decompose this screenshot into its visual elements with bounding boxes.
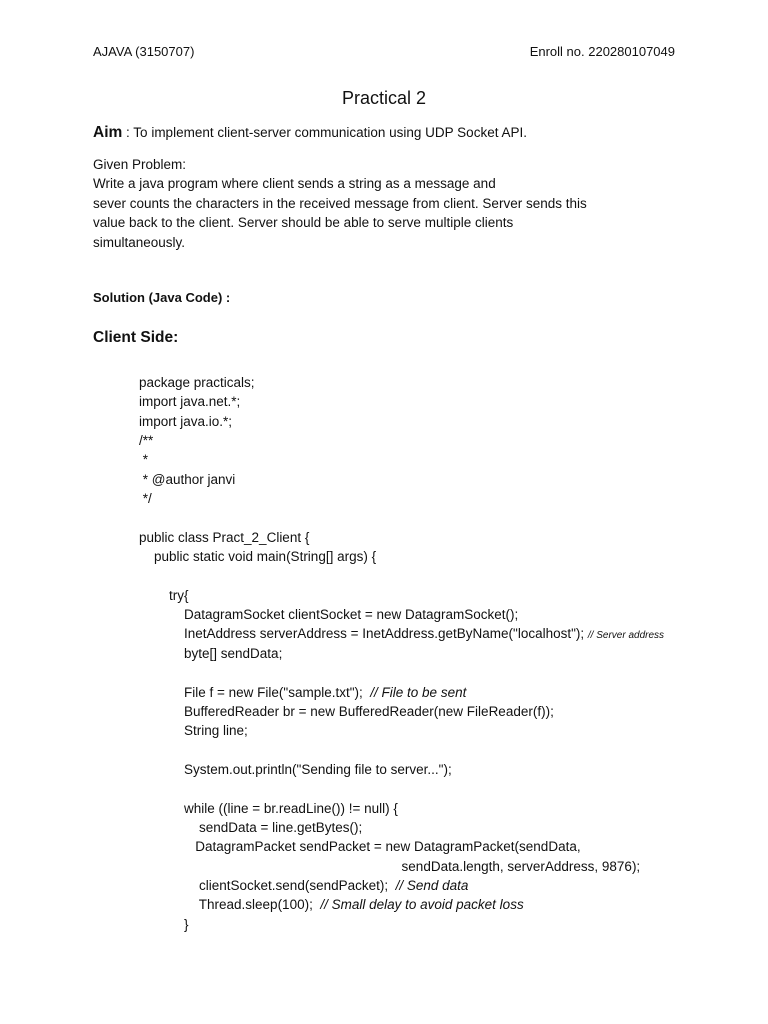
code-text: } bbox=[139, 916, 189, 932]
client-side-heading: Client Side: bbox=[93, 329, 179, 346]
problem-line: value back to the client. Server should be able to serve multiple clients bbox=[93, 215, 514, 231]
code-line bbox=[139, 644, 664, 663]
code-comment: // Send data bbox=[395, 877, 469, 893]
code-line bbox=[139, 741, 664, 760]
code-text: */ bbox=[139, 491, 152, 507]
code-text: package practicals; bbox=[139, 375, 255, 390]
code-line bbox=[139, 857, 664, 876]
code-text: sendData = line.getBytes(); bbox=[139, 819, 363, 835]
code-line bbox=[139, 586, 664, 605]
code-text: try{ bbox=[139, 587, 189, 603]
code-line bbox=[139, 818, 664, 837]
solution-heading: Solution (Java Code) : bbox=[93, 290, 231, 305]
code-line bbox=[139, 605, 664, 624]
code-text: Thread.sleep(100); bbox=[139, 897, 321, 913]
code-text: InetAddress serverAddress = InetAddress.getByName("localhost"); bbox=[139, 626, 588, 642]
code-text: File f = new File("sample.txt"); bbox=[139, 684, 371, 700]
code-text: /** bbox=[139, 433, 154, 449]
problem-line: Write a java program where client sends a string as a message and bbox=[93, 176, 496, 192]
code-line bbox=[139, 663, 664, 682]
practical-title: Practical 2 bbox=[341, 88, 427, 108]
code-line bbox=[139, 721, 664, 740]
code-text: DatagramSocket clientSocket = new DatagramSocket(); bbox=[139, 607, 519, 623]
problem-statement bbox=[93, 155, 653, 252]
code-comment: // Server address bbox=[587, 630, 665, 642]
code-line bbox=[139, 702, 664, 721]
code-line bbox=[139, 450, 664, 469]
code-line bbox=[139, 760, 664, 779]
code-line bbox=[139, 373, 664, 392]
code-line bbox=[139, 470, 664, 489]
code-line bbox=[139, 624, 664, 643]
problem-line: simultaneously. bbox=[93, 234, 186, 250]
code-line bbox=[139, 683, 664, 702]
code-line bbox=[139, 779, 664, 798]
course-code: AJAVA (3150707) bbox=[93, 44, 195, 59]
code-line bbox=[139, 431, 664, 450]
code-line bbox=[139, 837, 664, 856]
code-line bbox=[139, 876, 664, 895]
code-line bbox=[139, 528, 664, 547]
code-comment: // Small delay to avoid packet loss bbox=[320, 897, 524, 913]
code-text: import java.io.*; bbox=[139, 413, 233, 429]
code-text: sendData.length, serverAddress, 9876); bbox=[139, 858, 641, 874]
code-text: byte[] sendData; bbox=[139, 645, 283, 661]
code-text: BufferedReader br = new BufferedReader(new FileReader(f)); bbox=[139, 703, 554, 719]
code-line bbox=[139, 412, 664, 431]
code-text: public static void main(String[] args) { bbox=[139, 549, 377, 565]
code-line bbox=[139, 508, 664, 527]
code-line bbox=[139, 799, 664, 818]
code-line bbox=[139, 392, 664, 411]
code-text: * bbox=[139, 452, 149, 468]
code-comment: // File to be sent bbox=[370, 684, 467, 700]
code-line bbox=[139, 915, 664, 934]
code-block bbox=[139, 373, 664, 934]
code-text: * @author janvi bbox=[139, 471, 236, 487]
code-line bbox=[139, 547, 664, 566]
code-text: String line; bbox=[139, 723, 248, 739]
code-line bbox=[139, 489, 664, 508]
code-text: System.out.println("Sending file to server..."); bbox=[139, 761, 452, 777]
aim-text: : To implement client-server communication using UDP Socket API. bbox=[122, 125, 527, 140]
code-text: import java.net.*; bbox=[139, 394, 241, 410]
aim-statement bbox=[93, 124, 527, 142]
problem-heading: Given Problem: bbox=[93, 157, 187, 172]
code-text: clientSocket.send(sendPacket); bbox=[139, 877, 396, 893]
code-line bbox=[139, 566, 664, 585]
code-text: DatagramPacket sendPacket = new DatagramPacket(sendData, bbox=[139, 839, 581, 855]
code-line bbox=[139, 895, 664, 914]
code-text: while ((line = br.readLine()) != null) { bbox=[139, 800, 398, 816]
code-text: public class Pract_2_Client { bbox=[139, 529, 310, 545]
problem-line: sever counts the characters in the received message from client. Server sends this bbox=[93, 195, 587, 211]
enroll-number: Enroll no. 220280107049 bbox=[529, 44, 675, 59]
aim-label: Aim bbox=[93, 124, 123, 141]
